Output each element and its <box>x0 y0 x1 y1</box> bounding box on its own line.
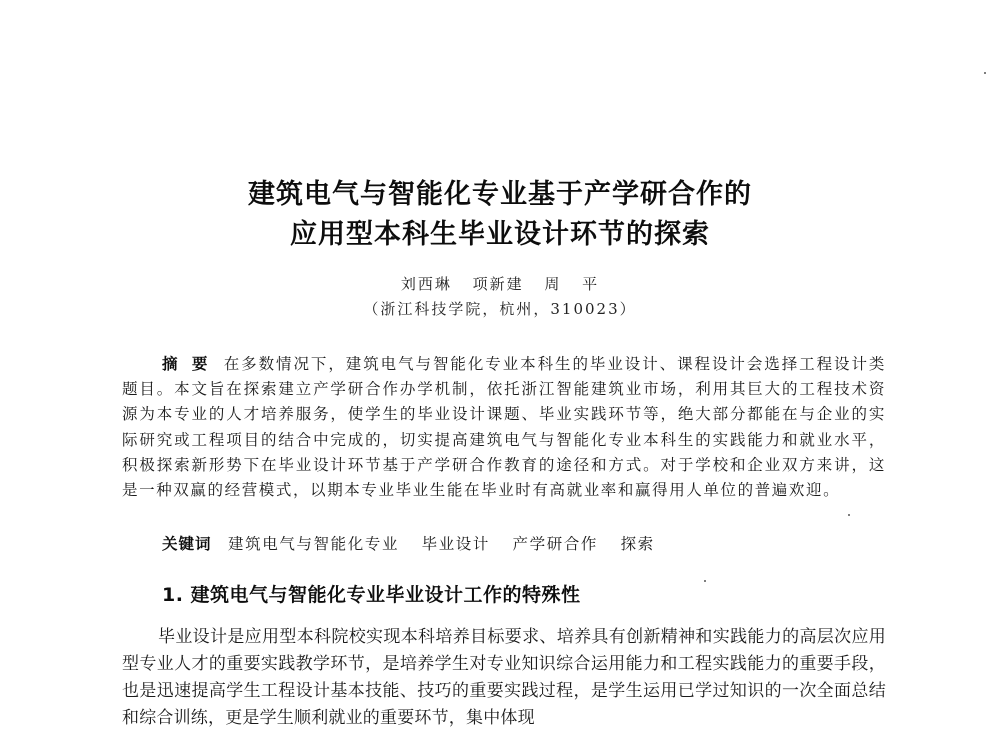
keyword-item: 产学研合作 <box>512 535 599 553</box>
keywords-line <box>162 532 882 554</box>
abstract-label: 摘要 <box>162 355 222 373</box>
scan-speck <box>984 72 986 74</box>
keyword-item: 毕业设计 <box>421 535 490 553</box>
abstract-paragraph <box>122 352 886 503</box>
paper-title-line-2: 应用型本科生毕业设计环节的探索 <box>290 219 710 250</box>
scan-speck <box>848 514 850 516</box>
keyword-item: 探索 <box>620 535 655 553</box>
section-body-paragraph: 毕业设计是应用型本科院校实现本科培养目标要求、培养具有创新精神和实践能力的高层次应用型专业人才的重要实践教学环节，是培养学生对专业知识综合运用能力和工程实践能力的重要手段，也是迅速提高学生工程设计基本技能、技巧的重要实践过程，是学生运用已学过知识的一次全面总结和综合训练，更是学生顺利就业的重要环节，集中体现 <box>122 627 886 728</box>
author-affiliation: （浙江科技学院，杭州，310023） <box>363 300 637 318</box>
paper-title-line-1: 建筑电气与智能化专业基于产学研合作的 <box>248 179 752 210</box>
scan-speck <box>704 580 706 582</box>
abstract-text: 在多数情况下，建筑电气与智能化专业本科生的毕业设计、课程设计会选择工程设计类题目。本文旨在探索建立产学研合作办学机制，依托浙江智能建筑业市场，利用其巨大的工程技术资源为本专业的人才培养服务，使学生的毕业设计课题、毕业实践环节等，绝大部分都能在与企业的实际研究或工程项目的结合中完成的，切实提高建筑电气与智能化专业本科生的实践能力和就业水平，积极探索新形势下在毕业设计环节基于产学研合作教育的途径和方式。对于学校和企业双方来讲，这是一种双赢的经营模式，以期本专业毕业生能在毕业时有高就业率和赢得用人单位的普遍欢迎。 <box>122 355 886 500</box>
keywords-label: 关键词 <box>162 535 212 553</box>
keyword-item: 建筑电气与智能化专业 <box>228 535 400 553</box>
author-list: 刘西琳 项新建 周 平 <box>400 275 600 293</box>
section-heading: 1. 建筑电气与智能化专业毕业设计工作的特殊性 <box>162 584 581 606</box>
